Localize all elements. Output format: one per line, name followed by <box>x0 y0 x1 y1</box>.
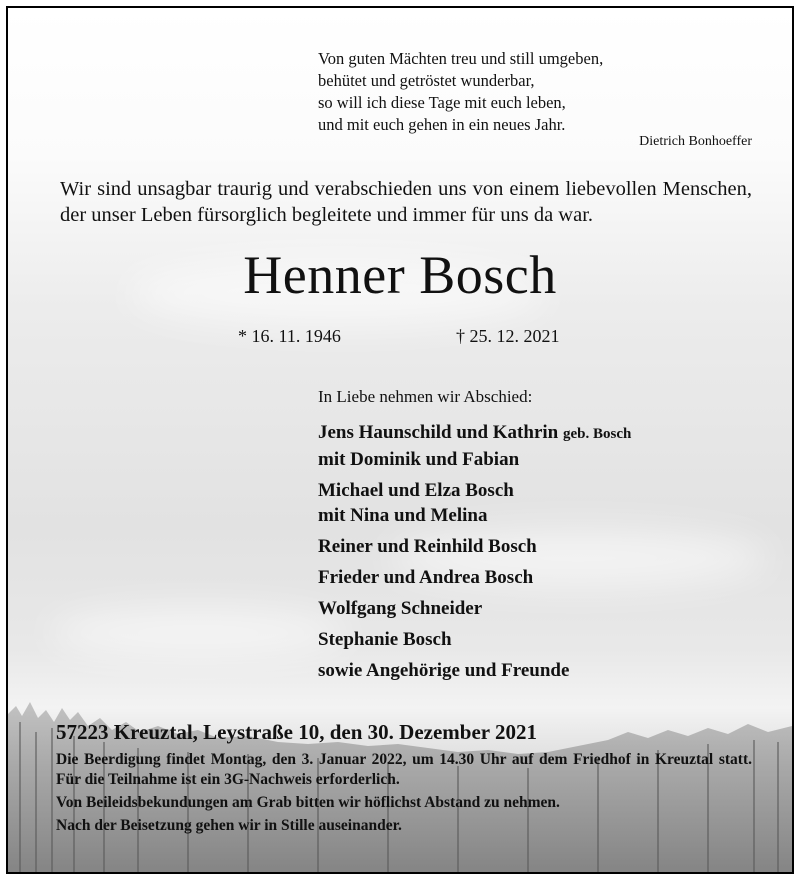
mourner-names: Jens Haunschild und Kathrin <box>318 422 559 443</box>
maiden-name: geb. Bosch <box>562 426 632 442</box>
poem-line: und mit euch gehen in ein neues Jahr. <box>318 115 566 134</box>
farewell-heading: In Liebe nehmen wir Abschied: <box>318 387 533 406</box>
place-date: 57223 Kreuztal, Leystraße 10, den 30. Dezember 2021 <box>56 720 537 744</box>
deceased-name: Henner Bosch <box>243 245 557 305</box>
mourner-line: sowie Angehörige und Freunde <box>318 660 570 681</box>
mourner-line: Wolfgang Schneider <box>318 598 483 619</box>
sky-cloud <box>48 608 348 658</box>
poem <box>318 48 603 136</box>
mourners-list <box>318 420 631 689</box>
poem-author: Dietrich Bonhoeffer <box>639 134 752 149</box>
obituary-notice <box>6 6 794 874</box>
silence-note: Nach der Beisetzung gehen wir in Stille auseinander. <box>56 817 402 834</box>
mourner-group <box>318 478 631 528</box>
death-date: † 25. 12. 2021 <box>456 326 560 346</box>
poem-line: so will ich diese Tage mit euch leben, <box>318 93 566 112</box>
poem-line: behütet und getröstet wunderbar, <box>318 71 535 90</box>
poem-line: Von guten Mächten treu und still umgeben, <box>318 49 604 68</box>
mourner-line <box>318 420 631 447</box>
birth-date: * 16. 11. 1946 <box>238 326 341 346</box>
mourner-line: Michael und Elza Bosch <box>318 480 514 501</box>
mourner-line: mit Dominik und Fabian <box>318 449 520 470</box>
mourner-line: Stephanie Bosch <box>318 629 452 650</box>
funeral-info <box>56 750 752 839</box>
mourner-group <box>318 420 631 472</box>
mourner-line: Reiner und Reinhild Bosch <box>318 536 537 557</box>
mourner-line: mit Nina und Melina <box>318 505 488 526</box>
condolence-note: Von Beileidsbekundungen am Grab bitten wir höflichst Abstand zu nehmen. <box>56 794 560 811</box>
funeral-details: Die Beerdigung findet Montag, den 3. Januar 2022, um 14.30 Uhr auf dem Friedhof in Kreuztal statt. Für die Teilnahme ist ein 3G-Nachweis erforderlich. <box>56 751 752 788</box>
intro-text: Wir sind unsagbar traurig und verabschieden uns von einem liebevollen Menschen, der unser Leben fürsorglich begleitete und immer für uns da war. <box>60 178 752 226</box>
mourner-line: Frieder und Andrea Bosch <box>318 567 534 588</box>
